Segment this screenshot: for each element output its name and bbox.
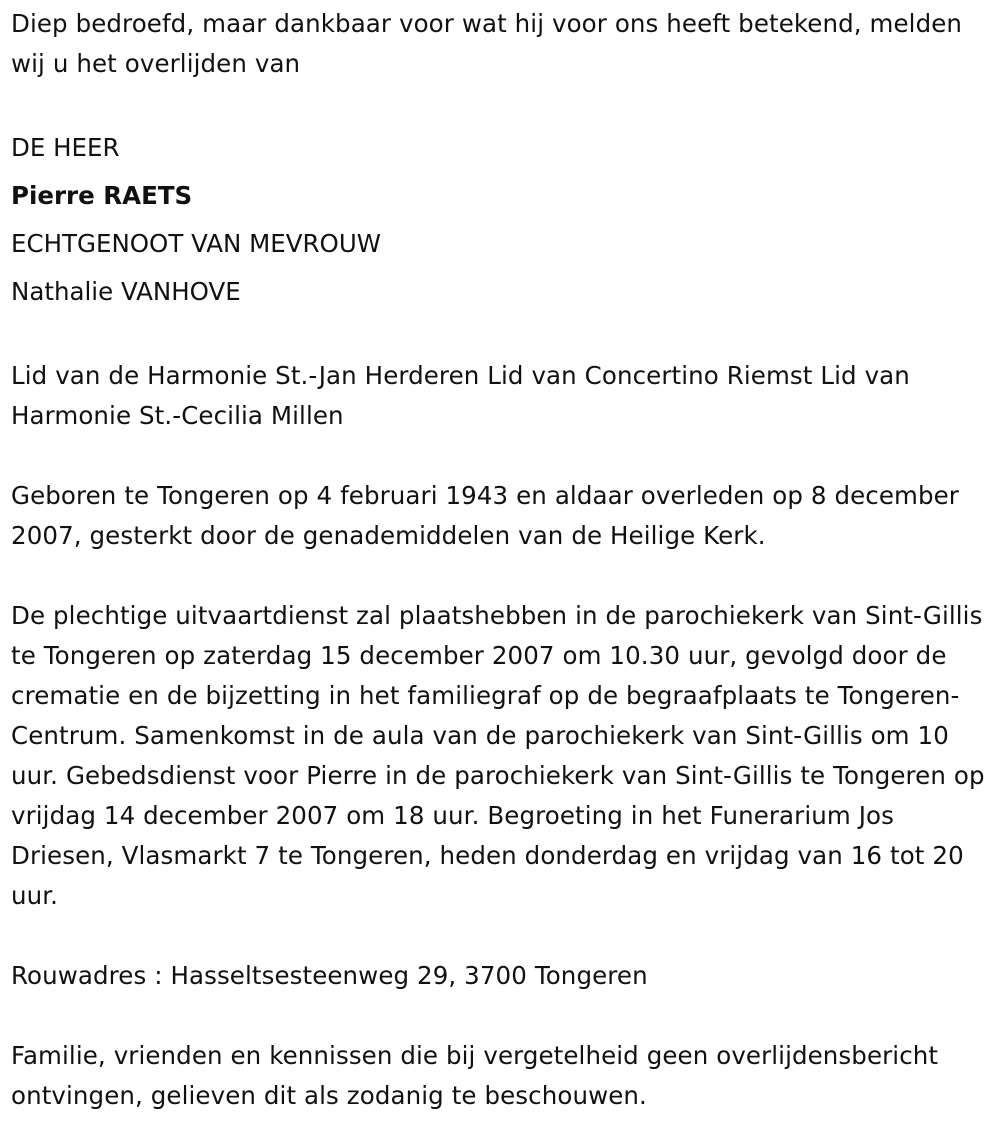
spacer [11, 436, 988, 476]
memberships-text: Lid van de Harmonie St.-Jan Herderen Lid van Concertino Riemst Lid van Harmonie St.-Cecilia Millen [11, 361, 910, 430]
spouse-name: Nathalie VANHOVE [11, 277, 241, 306]
spacer [11, 84, 988, 124]
spacer [11, 996, 988, 1036]
intro-text: Diep bedroefd, maar dankbaar voor wat hij voor ons heeft betekend, melden wij u het overlijden van [11, 9, 963, 78]
deceased-name: Pierre RAETS [11, 181, 193, 210]
spacer [11, 316, 988, 356]
spacer [11, 556, 988, 596]
spacer [11, 916, 988, 956]
mourning-address: Rouwadres : Hasseltsesteenweg 29, 3700 Tongeren [11, 961, 648, 990]
funeral-details-text: De plechtige uitvaartdienst zal plaatshebben in de parochiekerk van Sint-Gillis te Tongeren op zaterdag 15 december 2007 om 10.30 uur, gevolgd door de crematie en de bijzetting in het familiegraf op de begraafplaats te Tongeren-Centrum. Samenkomst in de aula van de parochiekerk van Sint-Gillis om 10 uur. Gebedsdienst voor Pierre in de parochiekerk van Sint-Gillis te Tongeren op vrijdag 14 december 2007 om 18 uur. Begroeting in het Funerarium Jos Driesen, Vlasmarkt 7 te Tongeren, heden donderdag en vrijdag van 16 tot 20 uur. [11, 601, 985, 910]
birth-death-text: Geboren te Tongeren op 4 februari 1943 en aldaar overleden op 8 december 2007, gesterkt door de genademiddelen van de Heilige Kerk. [11, 481, 959, 550]
closing-text: Familie, vrienden en kennissen die bij vergetelheid geen overlijdensbericht ontvingen, gelieven dit als zodanig te beschouwen. [11, 1041, 939, 1110]
spouse-label: ECHTGENOOT VAN MEVROUW [11, 229, 382, 258]
honorific: DE HEER [11, 133, 120, 162]
